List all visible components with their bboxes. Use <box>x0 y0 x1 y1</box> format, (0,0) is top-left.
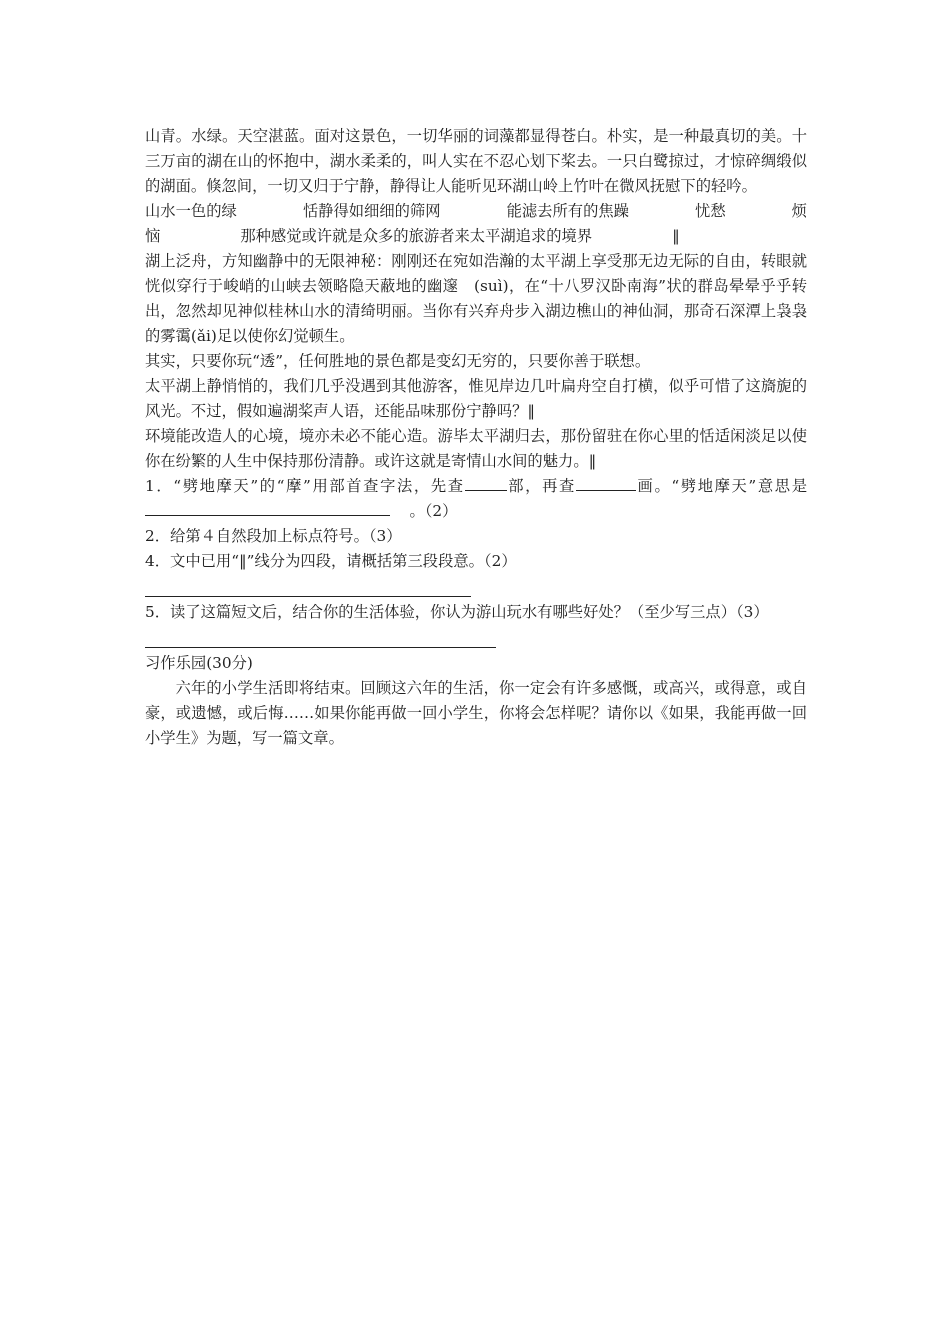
fragment-6: 恼 <box>145 227 161 245</box>
question-2: 2．给第４自然段加上标点符号。（3） <box>145 527 402 545</box>
passage-paragraph-3: 湖上泛舟，方知幽静中的无限神秘：刚刚还在宛如浩瀚的太平湖上享受那无边无际的自由，转眼就恍似穿行于峻峭的山峡去领略隐天蔽地的幽邃 (suì)，在“十八罗汉卧南海”状的群岛晕晕乎乎转出，忽然却见神似桂林山水的清绮明丽。当你有兴弃舟步入湖边樵山的神仙洞，那奇石深潭上袅袅的雾霭(ǎi)足以使你幻觉顿生。 <box>145 252 807 345</box>
fragment-1: 山水一色的绿 <box>145 202 237 220</box>
worksheet-page <box>145 124 807 751</box>
question-1: 1．“劈地摩天”的“摩”用部首查字法，先查 部，再查 画。“劈地摩天”意思是 。（2） <box>145 474 807 524</box>
answer-line-q5[interactable] <box>145 625 496 648</box>
question-5: 5．读了这篇短文后，结合你的生活体验，你认为游山玩水有哪些好处？（至少写三点）（3） <box>145 603 769 621</box>
composition-prompt: 六年的小学生活即将结束。回顾这六年的生活，你一定会有许多感慨，或高兴，或得意，或自豪，或遗憾，或后悔……如果你能再做一回小学生，你将会怎样呢？请你以《如果，我能再做一回小学生》为题，写一篇文章。 <box>145 679 807 747</box>
fragment-4: 忧愁 <box>695 202 726 220</box>
answer-line-q4[interactable] <box>145 574 471 597</box>
answer-blank-radical[interactable] <box>465 474 507 491</box>
fragment-7: 那种感觉或许就是众多的旅游者来太平湖追求的境界 <box>240 227 593 245</box>
passage-paragraph-5: 太平湖上静悄悄的，我们几乎没遇到其他游客，惟见岸边几叶扁舟空自打横，似乎可惜了这旖旎的风光。不过，假如遍湖桨声人语，还能品味那份宁静吗？‖ <box>145 377 807 420</box>
answer-blank-meaning[interactable] <box>145 499 390 516</box>
fragment-5: 烦 <box>791 202 807 220</box>
passage-paragraph-2 <box>145 199 807 249</box>
passage-paragraph-4: 其实，只要你玩“透”，任何胜地的景色都是变幻无穷的，只要你善于联想。 <box>145 352 651 370</box>
passage-paragraph-6: 环境能改造人的心境，境亦未必不能心造。游毕太平湖归去，那份留驻在你心里的恬适闲淡足以使你在纷繁的人生中保持那份清静。或许这就是寄情山水间的魅力。‖ <box>145 427 807 470</box>
fragment-2: 恬静得如细细的筛网 <box>302 202 441 220</box>
section-divider-mark: ‖ <box>672 227 680 245</box>
fragment-3: 能滤去所有的焦躁 <box>506 202 629 220</box>
question-4: 4．文中已用“‖”线分为四段，请概括第三段段意。（2） <box>145 552 517 570</box>
passage-paragraph-1: 山青。水绿。天空湛蓝。面对这景色，一切华丽的词藻都显得苍白。朴实，是一种最真切的美。十三万亩的湖在山的怀抱中，湖水柔柔的，叫人实在不忍心划下桨去。一只白鹭掠过，才惊碎绸缎似的湖面。倏忽间，一切又归于宁静，静得让人能听见环湖山岭上竹叶在微风抚慰下的轻吟。 <box>145 127 807 195</box>
composition-title: 习作乐园(30分) <box>145 654 253 672</box>
answer-blank-strokes[interactable] <box>576 474 636 491</box>
